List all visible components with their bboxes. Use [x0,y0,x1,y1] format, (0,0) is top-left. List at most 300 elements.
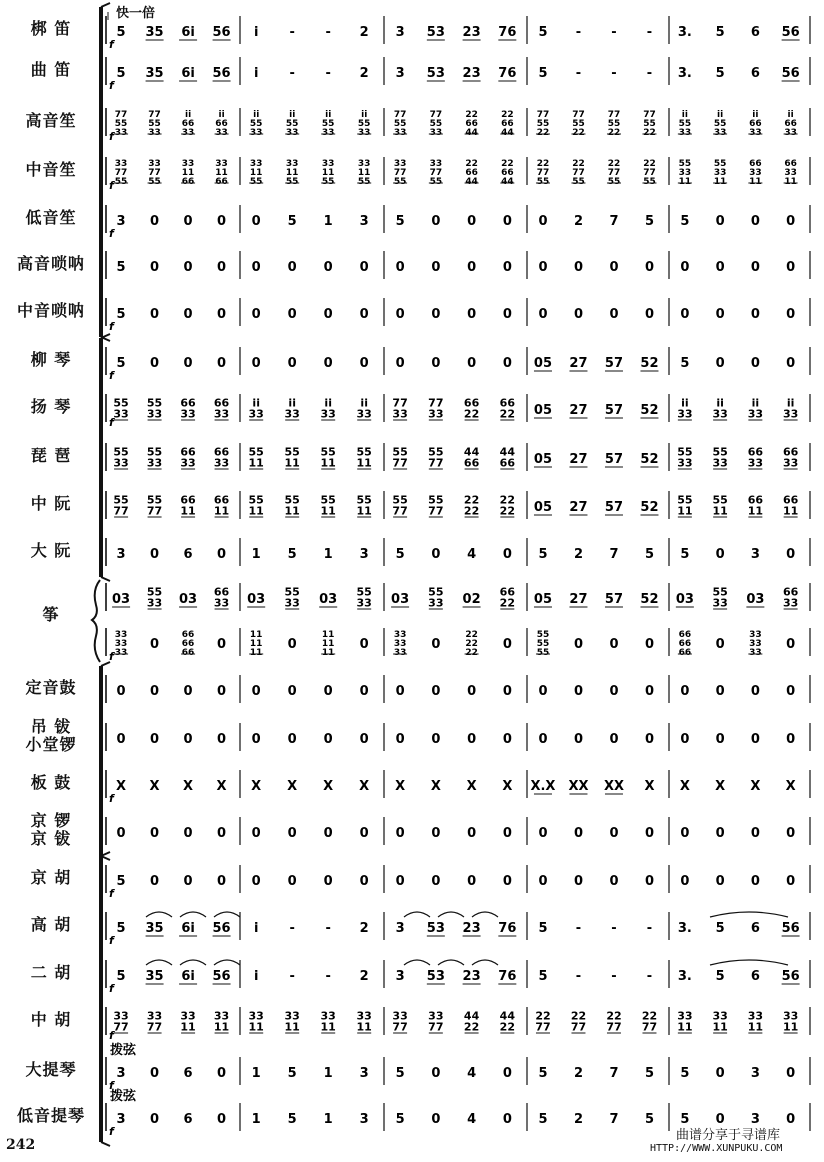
note-beat [500,110,514,138]
note: 0 [644,684,654,699]
note: 5 [715,66,725,81]
note-beat [393,630,407,658]
note-beat [680,1066,689,1081]
note: 23 [462,66,481,81]
note-beat [252,547,261,562]
note: - [289,969,295,984]
note-beat [396,874,405,889]
note-beat [431,826,440,841]
chord-note: 55 [114,177,128,187]
note-beat [117,684,126,699]
chord-note: ii [751,396,760,410]
note: 0 [680,307,690,322]
note: 03 [319,592,338,607]
chord-note: 77 [393,110,407,120]
chord-note: 66 [499,456,515,470]
chord-note: 33 [712,456,728,470]
note-beat [179,66,197,81]
note: 0 [750,826,760,841]
note-beat [716,547,725,562]
watermark-url: HTTP://WWW.XUNPUKU.COM [650,1143,783,1154]
note: 0 [609,874,619,889]
chord-note: 33 [784,168,797,178]
note-beat [576,921,581,936]
note-beat [288,260,297,275]
chord-note: 55 [643,119,656,129]
chord-note: 11 [713,177,727,187]
note-beat [288,1066,297,1081]
note-beat [181,159,195,187]
note-beat [538,547,547,562]
note-beat [285,586,300,610]
chord-note: 77 [607,110,621,120]
chord-note: 33 [749,648,762,658]
note-beat [254,921,258,936]
note-beat [647,969,652,984]
note: 5 [538,1112,548,1127]
note-beat [113,1010,128,1034]
note: 0 [395,826,405,841]
chord-note: 11 [321,648,335,658]
note-beat [150,1112,159,1127]
note: 52 [640,592,659,607]
note-beat [640,500,658,515]
note: 0 [750,732,760,747]
note-beat [428,494,443,518]
note: 0 [217,307,227,322]
chord-note: 33 [712,407,728,421]
note: 03 [675,592,694,607]
chord-note: 77 [641,1020,658,1034]
note-beat [360,25,369,40]
note-beat [146,969,164,984]
note-beat [217,684,226,699]
note-beat [716,1066,725,1081]
note-beat [465,630,479,658]
note: - [646,25,653,40]
note-beat [321,1010,336,1034]
note: 0 [183,260,193,275]
note: 0 [786,826,796,841]
chord-note: 77 [114,168,128,178]
chord-note: 77 [428,456,444,470]
note: 0 [538,874,548,889]
note-beat [252,684,261,699]
note-beat [569,403,587,418]
note-beat [609,307,618,322]
instrument-name: 高 胡 [30,915,72,934]
note: 2 [573,547,583,562]
note-beat [213,921,231,936]
note: 0 [502,307,512,322]
note: 0 [217,214,227,229]
note-beat [746,592,764,607]
note: 3 [395,25,405,40]
note: 0 [287,307,297,322]
note-beat [252,826,261,841]
note-beat [644,779,654,794]
chord-note: 55 [392,493,408,507]
chord-note: 77 [148,110,161,120]
note-beat [645,547,654,562]
note-beat [150,874,159,889]
chord-note: 33 [284,407,300,421]
note: 5 [715,969,725,984]
note: 0 [467,684,477,699]
note: 0 [715,874,725,889]
note-beat [360,214,369,229]
note-beat [428,1010,443,1034]
note-beat [751,25,760,40]
note-beat [463,921,481,936]
note-beat [360,969,369,984]
note: 7 [609,1112,619,1127]
note-beat [217,874,226,889]
note-beat [288,826,297,841]
note: 0 [183,214,193,229]
note-beat [150,356,159,371]
note-beat [289,25,294,40]
note-beat [712,1010,727,1034]
instrument-names [0,0,100,1158]
note: 0 [502,732,512,747]
note-beat [285,397,300,421]
note: 76 [498,921,517,936]
chord-note: 66 [181,119,195,129]
note-beat [751,921,760,936]
chord-note: 11 [747,1020,764,1034]
dynamic-mark: f [109,320,114,333]
chord-note: 77 [535,1020,551,1034]
note: 5 [395,547,405,562]
note-beat [321,446,336,470]
note: 0 [467,826,477,841]
chord-note: 44 [463,445,480,459]
note-beat [645,874,654,889]
chord-note: 33 [713,168,727,178]
note-beat [180,397,196,421]
note-beat [467,260,476,275]
note: 0 [502,260,512,275]
note: 56 [212,25,231,40]
note-beat [609,826,618,841]
chord-note: 33 [213,1009,230,1023]
chord-note: 66 [213,445,230,459]
chord-note: 33 [114,128,128,138]
note: 0 [150,732,160,747]
slur [404,960,430,965]
note-beat [680,732,689,747]
note: 0 [502,1066,512,1081]
chord-note: 22 [536,128,550,138]
note-beat [249,110,263,138]
chord-note: 44 [463,1009,480,1023]
note-beat [285,110,299,138]
chord-note: 22 [465,630,478,640]
note-beat [574,684,583,699]
note: X [466,779,477,794]
note-beat [782,921,800,936]
chord-note: 66 [782,493,799,507]
note-beat [360,826,369,841]
note: 5 [538,66,548,81]
dynamic-mark: f [109,792,114,805]
note: 0 [786,1066,796,1081]
note-beat [609,1066,618,1081]
note: 0 [217,684,227,699]
note-beat [467,214,476,229]
note: 6 [183,1066,193,1081]
note-beat [716,260,725,275]
chord-note: 22 [463,407,480,421]
note-beat [179,921,197,936]
note: 56 [212,66,231,81]
note-beat [751,260,760,275]
note: 0 [609,307,619,322]
note: 0 [359,826,369,841]
note: 0 [217,1112,227,1127]
note-beat [503,260,512,275]
chord-note: 55 [428,493,444,507]
chord-note: 11 [356,504,372,518]
chord-note: 33 [321,128,335,138]
chord-note: 33 [148,159,161,169]
note-beat [289,66,294,81]
chord-note: 33 [393,630,407,640]
note: 2 [573,1066,583,1081]
instrument-name: 二 胡 [30,963,72,982]
note: - [646,969,653,984]
note: 0 [287,874,297,889]
note-beat [427,921,445,936]
chord-note: 33 [113,407,129,421]
note-beat [783,397,798,421]
chord-note: 22 [641,1009,658,1023]
chord-note: 55 [428,445,444,459]
note-beat [574,214,583,229]
note-beat [396,969,405,984]
chord-note: 33 [356,407,372,421]
chord-note: 11 [321,168,335,178]
note-beat [751,732,760,747]
dynamic-mark: f [109,1079,114,1092]
note-beat [645,732,654,747]
note: 1 [323,547,333,562]
chord-note: 66 [181,177,195,187]
note: 0 [217,637,227,652]
chord-note: 22 [499,504,515,518]
note: 57 [604,452,624,467]
note-beat [147,494,162,518]
note-beat [431,356,440,371]
chord-note: 44 [465,128,478,138]
instrument-name: 大提琴 [25,1060,77,1079]
note-beat [113,494,128,518]
note-beat [321,159,335,187]
note: 0 [502,214,512,229]
note-beat [429,159,443,187]
note-beat [678,921,692,936]
note: 0 [431,1112,441,1127]
chord-note: 66 [501,168,514,178]
note-beat [214,586,230,610]
chord-note: 66 [181,639,195,649]
chord-note: ii [361,110,368,120]
chord-note: 33 [114,159,128,169]
note: - [325,66,331,81]
chord-note: 33 [677,1009,693,1023]
note: 57 [604,356,624,371]
note: 0 [680,826,690,841]
chord-note: 33 [113,1009,129,1023]
note-beat [786,1066,795,1081]
note-beat [184,732,193,747]
note: 0 [150,874,160,889]
note: 27 [569,500,588,515]
note-beat [288,1112,297,1127]
chord-note: ii [288,396,296,410]
note: 57 [604,403,624,418]
chord-note: 66 [678,630,692,640]
note-beat [498,969,516,984]
note: 5 [395,214,405,229]
note-beat [503,874,512,889]
chord-note: 77 [114,110,128,120]
note-beat [324,356,333,371]
note: - [611,25,617,40]
note: 5 [538,547,548,562]
chord-note: 33 [248,407,264,421]
note: 0 [323,260,333,275]
note-beat [786,356,795,371]
note-beat [117,260,126,275]
chord-note: 33 [428,1009,444,1023]
note: 5 [644,214,654,229]
note: 76 [498,66,517,81]
note-beat [569,452,587,467]
note-beat [576,66,581,81]
note: 1 [323,214,333,229]
chord-note: 55 [357,119,371,129]
note: 57 [604,592,624,607]
chord-note: 33 [146,596,163,610]
chord-note: 33 [678,168,692,178]
note-beat [642,110,656,138]
slur [710,960,788,965]
chord-note: 22 [536,159,550,169]
chord-note: 22 [501,159,514,169]
note-beat [607,110,621,138]
note: 0 [502,684,512,699]
note: 1 [323,1112,333,1127]
note-beat [530,779,555,794]
note: 76 [498,969,517,984]
note: 5 [395,1066,405,1081]
chord-note: ii [786,396,795,410]
note-beat [252,214,261,229]
note-beat [568,779,588,794]
note: 3 [359,1112,369,1127]
note-beat [324,1112,333,1127]
note-beat [538,1112,547,1127]
note-beat [117,214,126,229]
dynamic-mark: f [109,1029,114,1042]
note-beat [751,66,760,81]
note-beat [748,397,763,421]
note: - [611,969,617,984]
note-beat [574,1066,583,1081]
instrument-name: 扬 琴 [30,397,72,416]
dynamic-mark: f [109,38,114,51]
note-beat [538,921,547,936]
note-beat [181,630,195,658]
note-beat [360,637,369,652]
note-beat [252,307,261,322]
note: 0 [786,874,796,889]
slur [472,960,498,965]
note-beat [538,1066,547,1081]
note: 2 [359,921,369,936]
chord-note: 55 [146,396,163,410]
chord-note: 22 [607,159,621,169]
note: X [715,779,726,794]
chord-note: 22 [465,159,478,169]
note-beat [503,547,512,562]
chord-note: 33 [749,168,762,178]
chord-note: 33 [782,596,799,610]
note-beat [503,214,512,229]
note-beat [179,592,197,607]
chord-note: 66 [213,585,230,599]
note: 27 [569,452,588,467]
note-beat [716,732,725,747]
chord-note: 66 [215,119,228,129]
note-beat [217,307,226,322]
note-beat [148,110,162,138]
note: 0 [150,307,160,322]
chord-note: 33 [146,456,163,470]
note-beat [467,779,477,794]
chord-note: 55 [392,445,408,459]
note: 0 [150,1066,160,1081]
instrument-name: 中音笙 [25,160,77,179]
note: 0 [644,307,654,322]
dynamic-mark: f [109,934,114,947]
note: 6i [181,66,195,81]
note-beat [464,1010,480,1034]
chord-note: 33 [213,407,230,421]
note: 0 [715,1066,725,1081]
note-beat [609,547,618,562]
chord-note: 33 [747,407,764,421]
chord-note: 33 [677,407,693,421]
note-beat [463,969,481,984]
chord-note: 22 [465,110,478,120]
note-beat [538,214,547,229]
note-beat [360,356,369,371]
note-beat [360,547,369,562]
note: 2 [359,66,369,81]
note: 52 [640,403,659,418]
note: 05 [533,403,553,418]
chord-note: ii [360,396,368,410]
note-beat [180,1010,195,1034]
note-beat [324,214,333,229]
note-beat [324,874,333,889]
note-beat [538,66,547,81]
note: 4 [467,547,477,562]
note: 5 [538,1066,548,1081]
